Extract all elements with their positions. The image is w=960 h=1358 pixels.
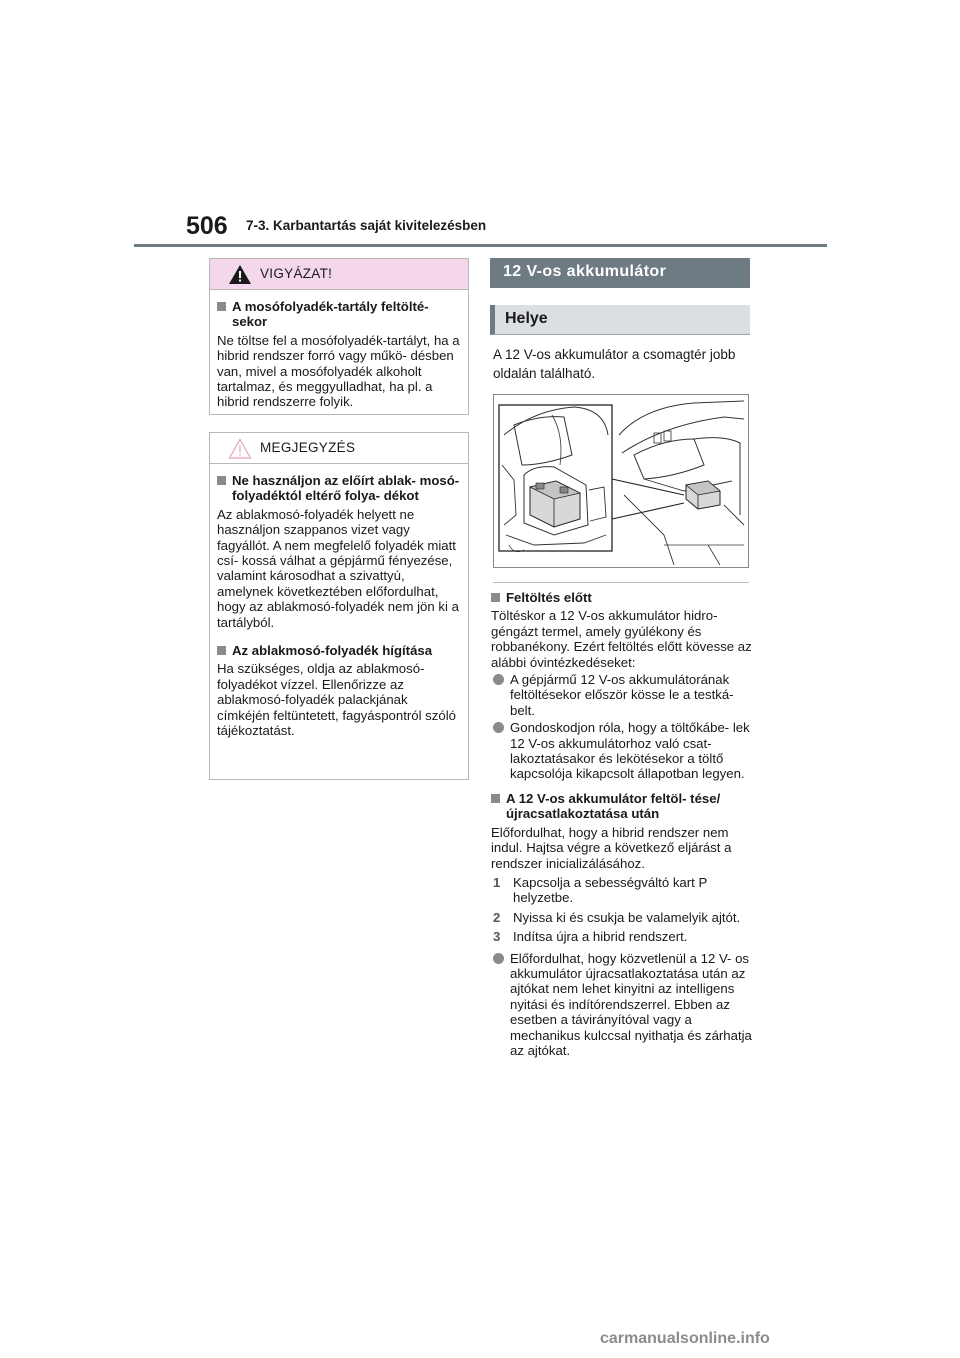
list-item: A gépjármű 12 V-os akkumulátorának feltöltésekor először kösse le a testká- belt. xyxy=(491,672,753,718)
square-bullet-icon xyxy=(217,476,226,485)
square-bullet-icon xyxy=(217,302,226,311)
step-item: 2 Nyissa ki és csukja be valamelyik ajtót. xyxy=(493,909,741,925)
warning-triangle-icon xyxy=(228,264,252,285)
header-rule xyxy=(134,244,827,247)
note-item-text: Ha szükséges, oldja az ablakmosó- folyadékot vízzel. Ellenőrizze az ablakmosó-folyadék palackjának címkéjén feltüntetett, fagyáspontról szóló tájékoztatást. xyxy=(217,661,456,739)
caution-triangle-icon xyxy=(228,438,252,459)
note-header xyxy=(210,433,468,464)
subsection-title: Helye xyxy=(490,305,750,335)
step-item: 1 Kapcsolja a sebességváltó kart P helyzetbe. xyxy=(493,874,708,906)
note-item-heading: Ne használjon az előírt ablak- mosó-folyadéktól eltérő folya- dékot xyxy=(217,473,460,504)
warning-item-heading: A mosófolyadék-tartály feltölté- sekor xyxy=(217,299,460,330)
section-intro: A 12 V-os akkumulátor a csomagtér jobb oldalán található. xyxy=(493,347,736,381)
square-bullet-icon xyxy=(217,646,226,655)
square-bullet-icon xyxy=(491,794,500,803)
list-item: Előfordulhat, hogy közvetlenül a 12 V- os akkumulátor újracsatlakoztatása után az ajtókat nem lehet kinyitni az intelligens nyitási és indítórendszerrel. Ebben az esetben a távirányítóval vagy a mechanikus kulccsal nyithatja és zárhatja az ajtókat. xyxy=(491,951,753,1059)
warning-box xyxy=(209,258,469,415)
charging-text: Töltéskor a 12 V-os akkumulátor hidro- géngázt termel, amely gyúlékony és robbanékony. Ezért feltöltés előtt kövesse az alábbi óvintézkedéseket: xyxy=(491,608,752,670)
note-item-text: Az ablakmosó-folyadék helyett ne használjon szappanos vizet vagy fagyállót. A nem megfelelő folyadék miatt csí- kossá válhat a gépjármű fényezése, valamint károsodhat a szivattyú, amelynek következtében előfordulhat, hogy az ablakmosó-folyadék nem jön ki a tartályból. xyxy=(217,506,459,630)
warning-item-text: Ne töltse fel a mosófolyadék-tartályt, ha a hibrid rendszer forró vagy műkö- désben van, mivel a mosófolyadék alkoholt tartalmaz, és meggyulladhat, ha pl. a hibrid rendszerre folyik. xyxy=(217,332,460,410)
step-item: 3 Indítsa újra a hibrid rendszert. xyxy=(493,929,688,945)
chapter-title: 7-3. Karbantartás saját kivitelezésben xyxy=(246,218,487,233)
reconnect-heading: A 12 V-os akkumulátor feltöl- tése/újracsatlakoztatása után xyxy=(491,791,753,822)
page-number: 506 xyxy=(186,212,228,240)
circle-bullet-icon xyxy=(493,953,504,964)
note-item-heading: Az ablakmosó-folyadék hígítása xyxy=(217,643,460,658)
square-bullet-icon xyxy=(491,593,500,602)
circle-bullet-icon xyxy=(493,722,504,733)
warning-title: VIGYÁZAT! xyxy=(260,266,333,281)
warning-header xyxy=(210,259,468,290)
right-column-text xyxy=(491,588,753,1058)
section-title: 12 V-os akkumulátor xyxy=(490,258,750,288)
reconnect-text: Előfordulhat, hogy a hibrid rendszer nem indul. Hajtsa végre a következő eljárást a rendszer inicializálásához. xyxy=(491,824,732,871)
battery-location-illustration xyxy=(494,395,748,567)
charging-heading: Feltöltés előtt xyxy=(491,590,753,605)
note-box xyxy=(209,432,469,780)
watermark: carmanualsonline.info xyxy=(600,1330,770,1347)
figure-rule xyxy=(493,582,749,583)
note-title: MEGJEGYZÉS xyxy=(260,440,356,455)
list-item: Gondoskodjon róla, hogy a töltőkábe- lek 12 V-os akkumulátorhoz való csat- lakoztatásakor és lekötésekor a töltő kapcsolója kikapcsolt állapotban legyen. xyxy=(491,720,753,782)
battery-location-figure xyxy=(493,394,749,568)
circle-bullet-icon xyxy=(493,674,504,685)
